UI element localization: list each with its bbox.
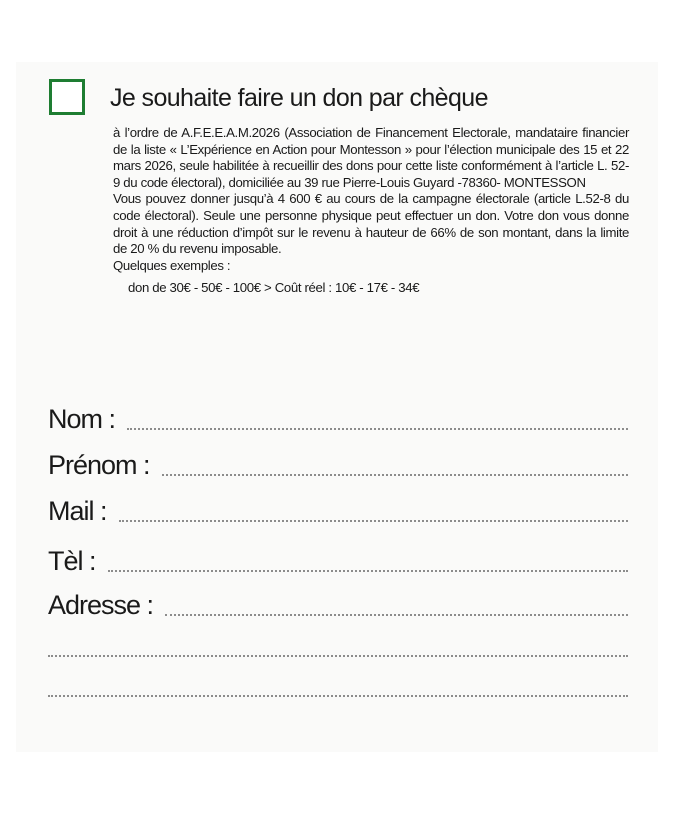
mail-label: Mail : [48, 496, 107, 526]
adresse-line-2[interactable] [48, 655, 628, 657]
examples-title: Quelques exemples : [113, 257, 231, 273]
nom-label: Nom : [48, 404, 116, 434]
adresse-line-3[interactable] [48, 695, 628, 697]
donation-info [113, 125, 629, 297]
adresse-label: Adresse : [48, 590, 154, 620]
mail-input-line[interactable] [119, 520, 628, 522]
nom-field [48, 404, 628, 435]
tax-info-paragraph: Vous pouvez donner jusqu’à 4 600 € au cours de la campagne électorale (article L.52-8 du code électoral). Seule une personne physique peut effectuer un don. Votre don vous donne droit à une réduction d’impôt sur le revenu à hauteur de 66% de son montant, dans la limite de 20 % du revenu imposable. [113, 191, 629, 257]
examples-line: don de 30€ - 50€ - 100€ > Coût réel : 10€ - 17€ - 34€ [128, 280, 420, 296]
mail-field [48, 496, 628, 527]
tel-label: Tèl : [48, 546, 96, 576]
adresse-field [48, 590, 628, 621]
prenom-input-line[interactable] [162, 474, 628, 476]
donation-heading: Je souhaite faire un don par chèque [110, 84, 488, 112]
adresse-input-line[interactable] [165, 614, 628, 616]
nom-input-line[interactable] [127, 428, 628, 430]
prenom-label: Prénom : [48, 450, 150, 480]
donation-check-checkbox[interactable] [49, 79, 85, 115]
tel-field [48, 546, 628, 577]
payee-paragraph: à l’ordre de A.F.E.E.A.M.2026 (Association de Financement Electorale, mandataire financier de la liste « L’Expérience en Action pour Montesson » pour l’élection municipale des 15 et 22 mars 2026, seule habilitée à recueillir des dons pour cette liste conformément à l’article L. 52-9 du code électoral), domiciliée au 39 rue Pierre-Louis Guyard -78360- MONTESSON [113, 125, 629, 190]
tel-input-line[interactable] [108, 570, 628, 572]
prenom-field [48, 450, 628, 481]
